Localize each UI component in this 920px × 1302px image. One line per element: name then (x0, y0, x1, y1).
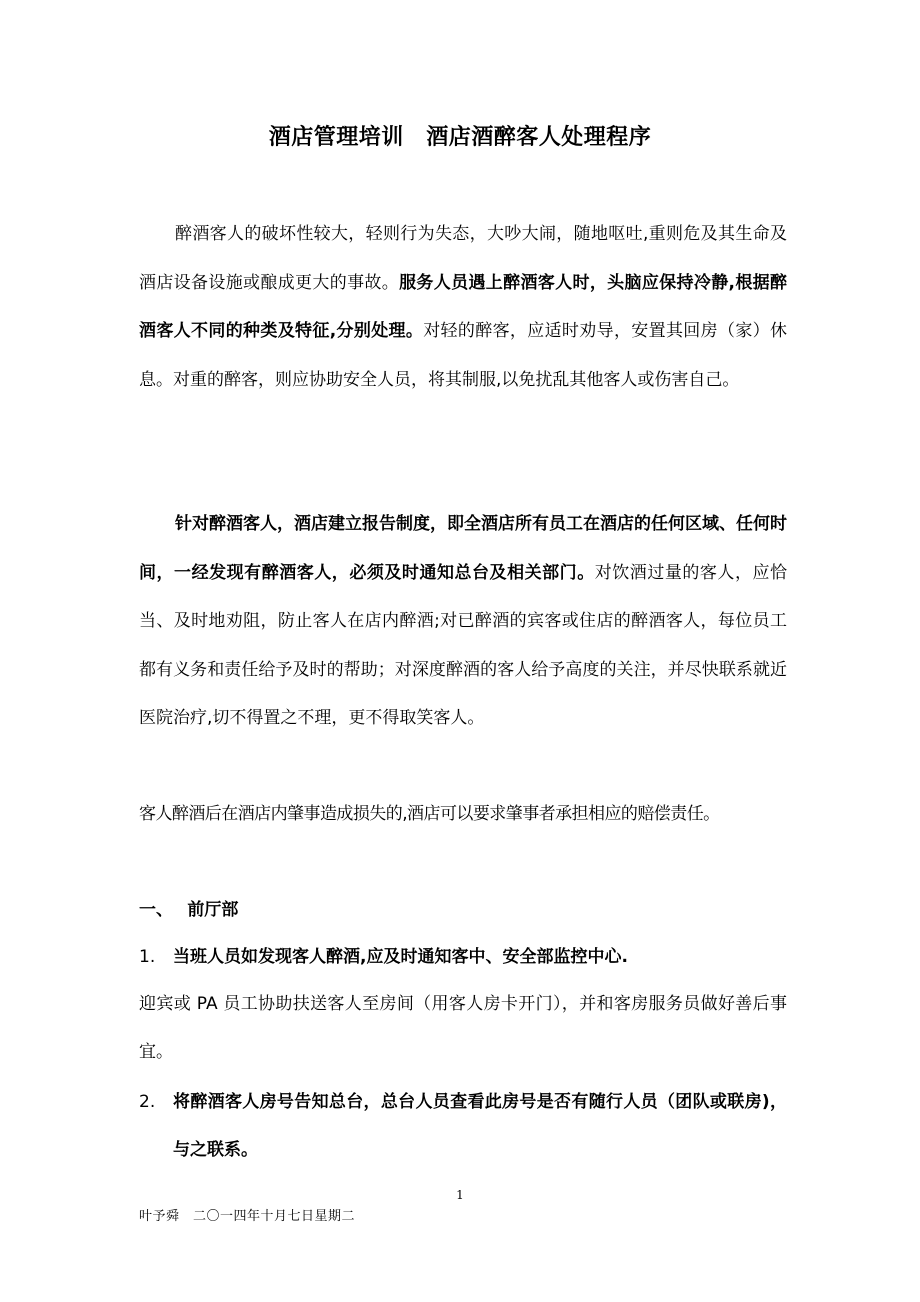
list-item (139, 933, 787, 981)
paragraph-intro-bold: 服务人员遇上醉酒客人时，头脑应保持冷静,根据醉酒客人不同的种类及特征,分别处理。 (139, 272, 788, 341)
paragraph-intro (139, 210, 787, 404)
paragraph-compensation: 客人醉酒后在酒店内肇事造成损失的,酒店可以要求肇事者承担相应的赔偿责任。 (139, 804, 720, 824)
paragraph-reporting-text: 对饮酒过量的客人，应恰当、及时地劝阻，防止客人在店内醉酒;对已醉酒的宾客或住店的醉酒客人，每位员工都有义务和责任给予及时的帮助；对深度醉酒的客人给予高度的关注，并尽快联系就近医院治疗,切不得置之不理，更不得取笑客人。 (139, 562, 788, 728)
paragraph-intro-text: 醉酒客人的破坏性较大，轻则行为失态，大吵大闹，随地呕吐,重则危及其生命及酒店设备设施或酿成更大的事故。 (139, 224, 787, 293)
list-item-number: 2. (139, 1092, 156, 1112)
list-item-detail: 迎宾或 PA 员工协助扶送客人至房间（用客人房卡开门），并和客房服务员做好善后事宜。 (139, 994, 787, 1062)
page-title: 酒店管理培训 酒店酒醉客人处理程序 (268, 125, 652, 150)
paragraph-reporting (139, 500, 787, 743)
list-item (139, 1078, 787, 1174)
list-item-text: 当班人员如发现客人醉酒,应及时通知客中、安全部监控中心. (173, 947, 628, 967)
page-number: 1 (456, 1188, 464, 1202)
paragraph-reporting-bold: 针对醉酒客人，酒店建立报告制度，即全酒店所有员工在酒店的任何区域、任何时间，一经发现有醉酒客人，必须及时通知总台及相关部门。 (139, 514, 787, 583)
list-item-number: 1. (139, 947, 156, 967)
paragraph-intro-text-2: 对轻的醉客，应适时劝导，安置其回房（家）休息。对重的醉客，则应协助安全人员，将其制服,以免扰乱其他客人或伤害自己。 (139, 321, 787, 390)
section-heading-front-office: 一、 前厅部 (139, 900, 239, 920)
list-item-text: 将醉酒客人房号告知总台，总台人员查看此房号是否有随行人员（团队或联房)，与之联系。 (173, 1092, 787, 1160)
footer-author-date: 叶予舜 二〇一四年十月七日星期二 (139, 1209, 356, 1224)
